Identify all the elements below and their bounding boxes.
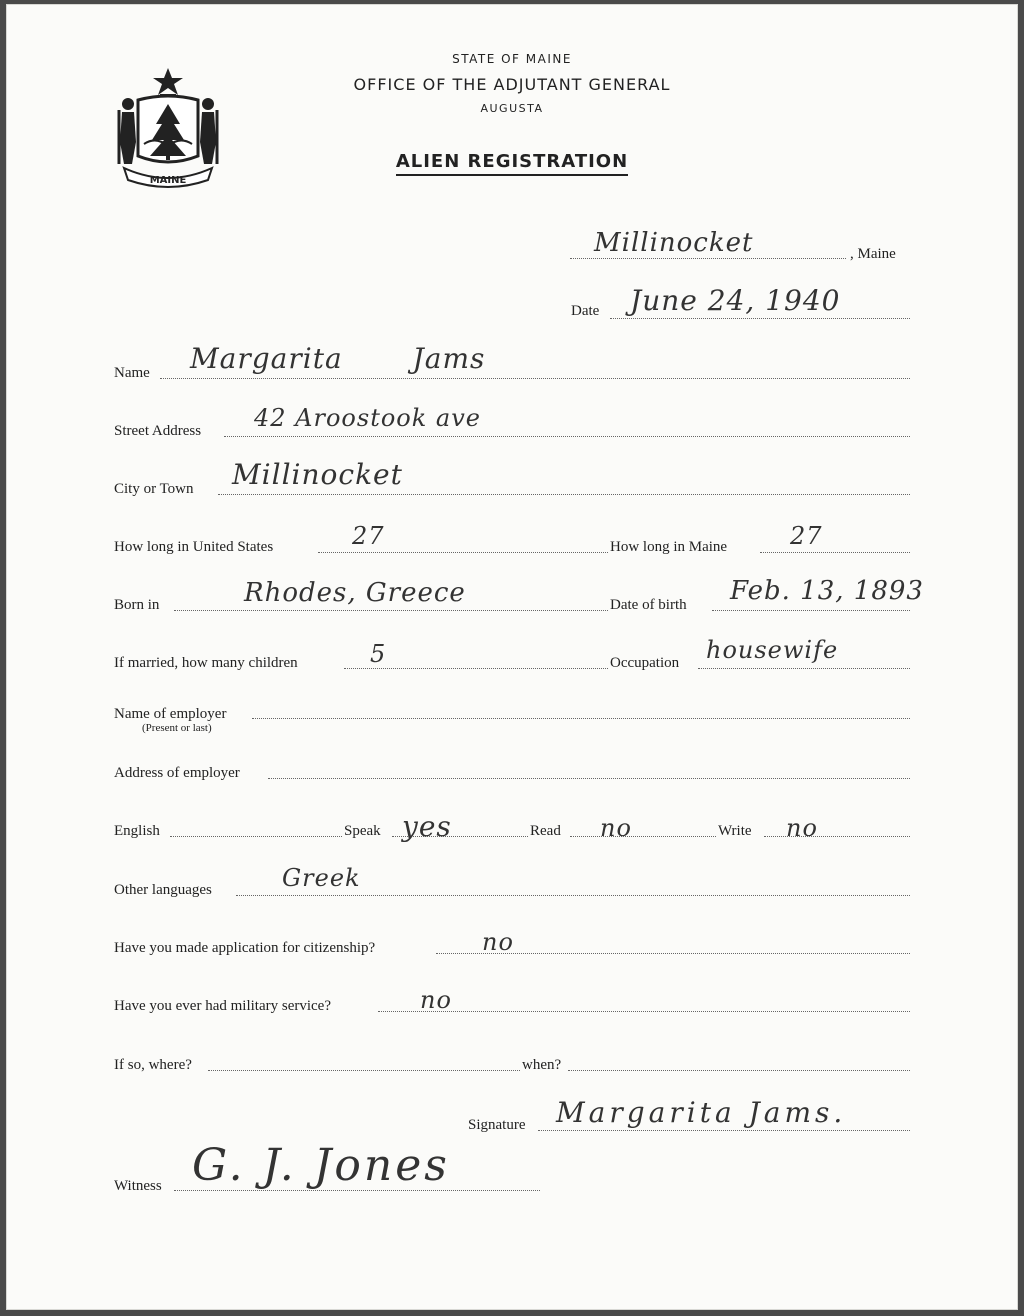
military-line [378,1011,910,1012]
city-label: City or Town [114,481,194,497]
witness-label: Witness [114,1178,162,1194]
date-of-birth-value: Feb. 13, 1893 [730,576,924,606]
date-of-birth-line [712,610,910,611]
citizenship-label: Have you made application for citizenship? [114,940,376,956]
other-languages-label: Other languages [114,882,212,898]
military-label: Have you ever had military service? [114,998,331,1014]
signature-value: Margarita Jams. [556,1096,847,1129]
when-label: when? [522,1057,562,1073]
other-languages-line [236,895,910,896]
form-title-text: ALIEN REGISTRATION [396,151,628,176]
employer-address-line [268,778,910,779]
born-in-label: Born in [114,597,160,613]
city-line [218,494,910,495]
state-heading: STATE OF MAINE [452,52,572,66]
occupation-label: Occupation [610,655,680,671]
read-line [570,836,716,837]
read-value: no [600,814,632,842]
office-heading: OFFICE OF THE ADJUTANT GENERAL [353,75,671,94]
born-in-line [174,610,608,611]
speak-value: yes [402,810,452,843]
how-long-us-line [318,552,608,553]
write-label: Write [718,823,752,839]
how-long-us-label: How long in United States [114,539,274,555]
employer-name-label: Name of employer [114,706,227,722]
employer-address-label: Address of employer [114,765,240,781]
city-heading: AUGUSTA [480,102,544,115]
seal-banner-text: MAINE [149,175,187,186]
street-value: 42 Aroostook ave [254,404,481,432]
how-long-maine-value: 27 [790,522,823,550]
town-line [570,258,846,259]
town-value: Millinocket [594,228,754,258]
speak-label: Speak [344,823,381,839]
date-line [610,318,910,319]
how-long-us-value: 27 [352,522,385,550]
date-value: June 24, 1940 [630,284,841,317]
city-value: Millinocket [232,458,403,491]
read-label: Read [530,823,561,839]
witness-value: G. J. Jones [192,1140,450,1191]
date-of-birth-label: Date of birth [610,597,687,613]
english-label: English [114,823,160,839]
children-label: If married, how many children [114,655,298,671]
when-line [568,1070,910,1071]
maine-label: , Maine [850,246,896,262]
employer-name-line [252,718,910,719]
other-languages-value: Greek [282,864,361,892]
how-long-maine-label: How long in Maine [610,539,728,555]
employer-name-sublabel: (Present or last) [142,722,212,734]
name-label: Name [114,365,150,381]
street-label: Street Address [114,423,202,439]
signature-label: Signature [468,1117,526,1133]
english-line [170,836,342,837]
children-value: 5 [370,640,387,668]
write-value: no [786,814,818,842]
date-label: Date [571,303,600,319]
street-line [224,436,910,437]
occupation-line [698,668,910,669]
children-line [344,668,608,669]
name-line [160,378,910,379]
citizenship-value: no [482,928,514,956]
where-label: If so, where? [114,1057,192,1073]
how-long-maine-line [760,552,910,553]
military-value: no [420,986,452,1014]
signature-line [538,1130,910,1131]
where-line [208,1070,520,1071]
name-value: Margarita Jams [190,342,486,375]
maine-seal-icon [116,64,220,192]
occupation-value: housewife [706,636,839,664]
born-in-value: Rhodes, Greece [244,578,466,608]
